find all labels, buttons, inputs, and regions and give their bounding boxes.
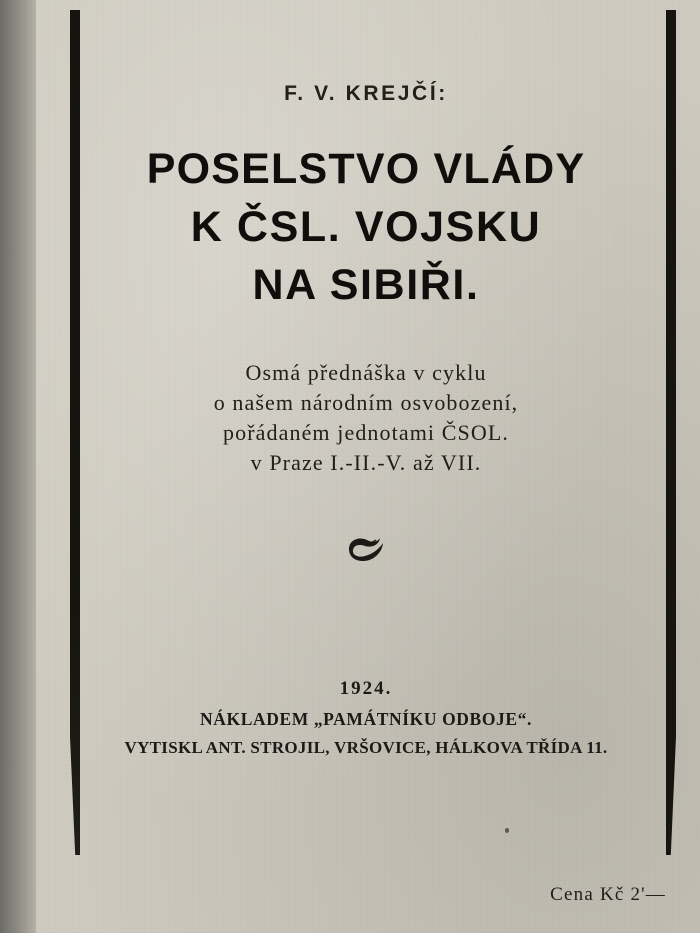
price-label: Cena Kč 2'— — [550, 884, 666, 905]
subtitle-line-4: v Praze I.-II.-V. až VII. — [250, 450, 482, 475]
subtitle-line-2: o našem národním osvobození, — [213, 390, 519, 415]
author-name: F. V. KREJČÍ: — [284, 82, 448, 105]
paper-speck — [505, 828, 509, 833]
publisher-name: NÁKLADEM „PAMÁTNÍKU ODBOJE“. — [200, 709, 532, 729]
frame-rule-right — [666, 10, 676, 855]
printer-name: VYTISKL ANT. STROJIL, VRŠOVICE, HÁLKOVA TŘÍDA 11. — [124, 738, 608, 757]
subtitle-line-3: pořádaném jednotami ČSOL. — [223, 420, 509, 445]
page-title — [96, 140, 636, 314]
title-line-3: NA SIBIŘI. — [252, 261, 480, 309]
subtitle — [96, 358, 636, 478]
book-gutter-shadow — [0, 0, 36, 933]
title-line-2: K ČSL. VOJSKU — [190, 203, 542, 251]
imprint — [96, 678, 636, 758]
publication-year: 1924. — [339, 678, 393, 699]
cover-text-block — [96, 0, 636, 933]
subtitle-line-1: Osmá přednáška v cyklu — [245, 360, 487, 385]
leaf-ornament-icon — [96, 532, 636, 567]
title-line-1: POSELSTVO VLÁDY — [146, 145, 586, 193]
frame-rule-left — [70, 10, 80, 855]
